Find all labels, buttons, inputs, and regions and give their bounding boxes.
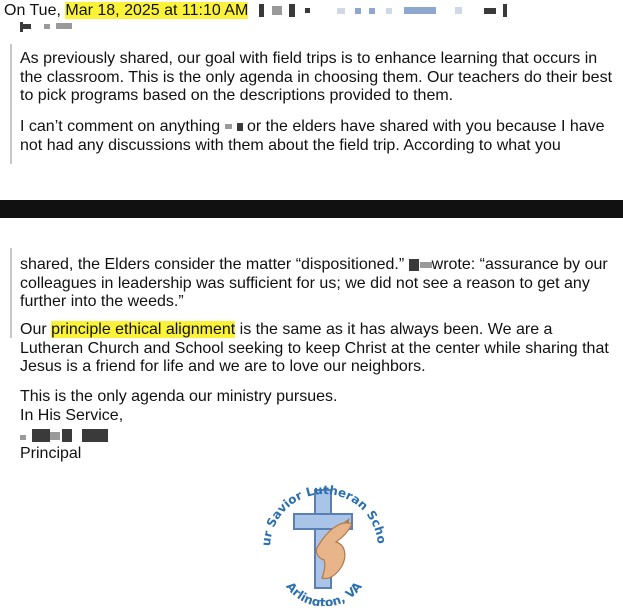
logo-location-text: Arlington, VA — [283, 579, 365, 606]
paragraph-dispositioned — [20, 256, 620, 312]
logo-arc-text: ur Savior Lutheran Scho — [258, 482, 389, 547]
signature-title: Principal — [20, 445, 82, 462]
paragraph-no-comment-rest: or the elders have shared with you because I have not had any discussions with them about the field trip. According to what you — [20, 118, 605, 154]
paragraph-ethical-start: Our — [20, 321, 52, 338]
quote-bar-bottom — [10, 248, 12, 338]
header-date-highlight: Mar 18, 2025 at 11:10 AM — [65, 2, 249, 19]
paragraph-dispositioned-rest: wrote: “assurance by our colleagues in leadership was sufficient for us; we did not see a reason to get any further into the weeds.” — [20, 256, 608, 310]
quote-bar-top — [10, 44, 12, 164]
redacted-name — [225, 118, 243, 135]
redacted-sender-address — [20, 22, 220, 32]
school-logo — [252, 476, 392, 606]
header-prefix: On Tue, — [4, 2, 66, 19]
paragraph-ethical-rest: is the same as it has always been. We are a Lutheran Church and School seeking to keep Christ at the center while sharing that Jesus is a friend for life and we are to love our neighbors. — [20, 321, 609, 375]
paragraph-ethical-alignment — [20, 321, 620, 377]
redacted-name — [409, 256, 432, 273]
page-divider — [0, 200, 623, 218]
paragraph-dispositioned-start: shared, the Elders consider the matter “dispositioned.” — [20, 256, 409, 273]
paragraph-no-comment-start: I can’t comment on anything — [20, 118, 225, 135]
redacted-sender — [253, 2, 507, 19]
email-header-line — [4, 2, 507, 20]
school-logo-svg — [252, 476, 392, 606]
closing-line-agenda: This is the only agenda our ministry pursues. — [20, 388, 338, 405]
ethical-alignment-highlight: principle ethical alignment — [51, 321, 236, 338]
redacted-signature-name — [20, 429, 120, 443]
closing-line-service: In His Service, — [20, 407, 124, 424]
paragraph-no-comment — [20, 118, 620, 155]
paragraph-field-trips: As previously shared, our goal with field trips is to enhance learning that occurs in the classroom. This is the only agenda in choosing them. Our teachers do their best to pick programs based on the descriptions provided to them. — [20, 50, 613, 104]
